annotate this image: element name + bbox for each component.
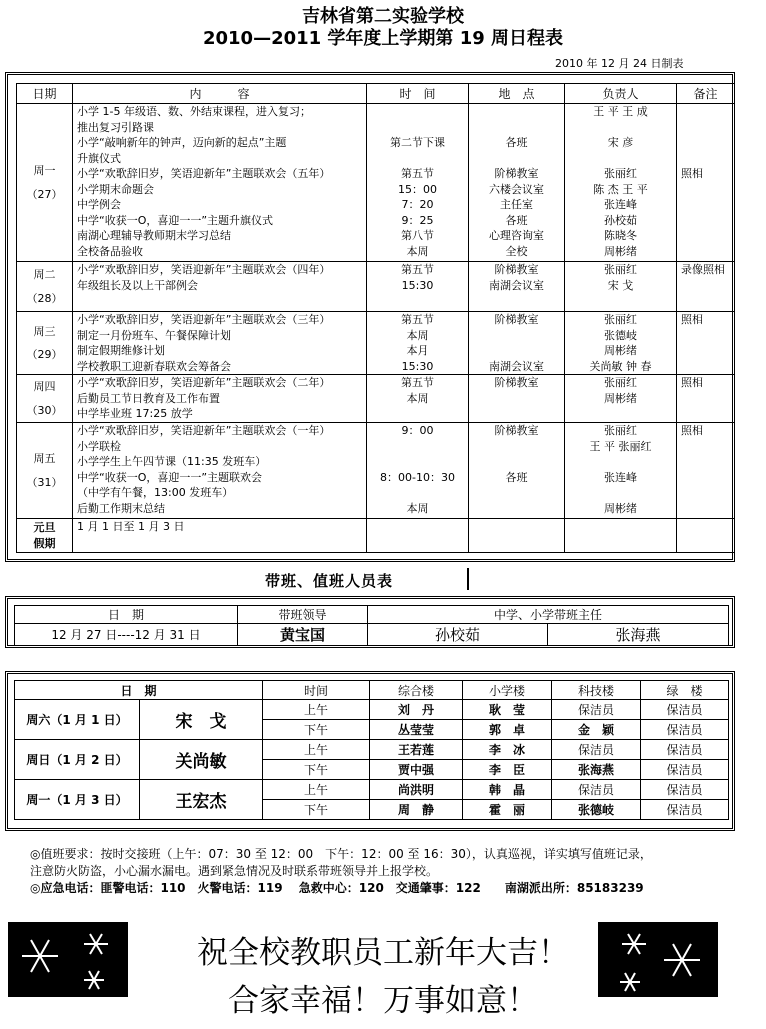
schedule-person-line: [565, 406, 676, 422]
schedule-note-line: 照相: [681, 313, 703, 326]
schedule-day-row: [17, 104, 735, 262]
schedule-note-line: [681, 197, 734, 213]
schedule-person-line: 张丽红: [604, 167, 637, 180]
schedule-content-line: 中学“收获一O，喜迎一一”主题联欢会: [77, 470, 263, 484]
schedule-time-line: 第五节: [401, 313, 434, 326]
schedule-time-line: 9：25: [401, 213, 434, 227]
schedule-person-line: 张丽红: [604, 424, 637, 437]
schedule-content-line: 后勤员工节日教育及工作布置: [77, 391, 220, 405]
schedule-place-cell: [469, 375, 565, 423]
schedule-table: [16, 83, 735, 553]
schedule-place-line: 阶梯教室: [494, 376, 539, 389]
schedule-person-cell: [565, 312, 677, 375]
schedule-content-line: 后勤工作期末总结: [77, 501, 165, 515]
schedule-place-line: 阶梯教室: [494, 313, 539, 326]
duty-col-building: 综合楼: [370, 681, 463, 700]
schedule-note-cell: [677, 423, 735, 519]
schedule-place-line: 六楼会议室: [489, 182, 544, 196]
schedule-person-cell: [565, 262, 677, 312]
duty-person: 李 臣: [463, 760, 552, 780]
schedule-place-line: [469, 120, 564, 136]
schedule-time-line: [367, 151, 468, 167]
duty-leader: 王宏杰: [140, 780, 263, 820]
schedule-person-line: 张连峰: [604, 470, 637, 484]
duty-leader: 宋 戈: [140, 700, 263, 740]
col-note: 备注: [677, 84, 735, 104]
schedule-time-line: 15:30: [401, 278, 434, 292]
schedule-day-row: [17, 262, 735, 312]
duty-header-row: [15, 681, 729, 700]
schedule-person-line: [565, 120, 676, 136]
schedule-content-cell: [73, 423, 367, 519]
schedule-person-line: 孙校茹: [604, 213, 637, 227]
holiday-label: 元旦 假期: [17, 519, 73, 553]
schedule-time-line: 9：00: [401, 424, 434, 437]
schedule-place-line: [469, 485, 564, 501]
duty-person: 保洁员: [641, 780, 729, 800]
schedule-note-line: [681, 120, 734, 136]
schedule-place-line: [469, 406, 564, 422]
lead-frame: [5, 596, 735, 648]
duty-time: 下午: [263, 760, 370, 780]
schedule-content-line: 推出复习引路课: [77, 120, 154, 134]
schedule-note-line: 照相: [681, 424, 703, 437]
schedule-content-line: 中学毕业班 17:25 放学: [77, 407, 193, 420]
duty-date: 周六（1 月 1 日）: [15, 700, 140, 740]
duty-leader: 关尚敏: [140, 740, 263, 780]
schedule-place-line: 心理咨询室: [489, 229, 544, 242]
lead-col-date: 日 期: [15, 606, 238, 624]
day-label: 周五 （31）: [17, 423, 73, 519]
schedule-person-cell: [565, 375, 677, 423]
greeting-line-2: 合家幸福！万事如意！: [228, 983, 538, 1019]
schedule-note-line: [681, 439, 734, 455]
schedule-person-line: 周彬绪: [604, 244, 637, 258]
duty-person: 王若莲: [370, 740, 463, 760]
schedule-person-line: [565, 485, 676, 501]
schedule-place-line: 各班: [505, 470, 528, 484]
schedule-day-row: [17, 423, 735, 519]
schedule-time-cell: [367, 423, 469, 519]
schedule-note-line: 照相: [681, 167, 703, 180]
schedule-content-line: 学校教职工迎新春联欢会筹备会: [77, 359, 231, 373]
schedule-person-line: 周彬绪: [604, 391, 637, 405]
school-name: 吉林省第二实验学校: [302, 6, 464, 27]
schedule-note-line: [681, 501, 734, 517]
schedule-content-cell: [73, 262, 367, 312]
schedule-person-line: 宋 戈: [607, 278, 634, 292]
duty-person: 保洁员: [552, 780, 641, 800]
schedule-time-line: 15：00: [398, 182, 437, 196]
schedule-time-line: 本周: [406, 501, 429, 515]
schedule-person-line: 王 平 王 成: [593, 105, 648, 118]
schedule-time-line: [367, 485, 468, 501]
col-time: 时 间: [367, 84, 469, 104]
schedule-content-line: 全校备品验收: [77, 244, 143, 258]
schedule-time-line: 第五节: [401, 263, 434, 276]
duty-col-building: 科技楼: [552, 681, 641, 700]
duty-col-time: 时间: [263, 681, 370, 700]
schedule-place-line: 阶梯教室: [494, 167, 539, 180]
schedule-place-line: 阶梯教室: [494, 424, 539, 437]
schedule-time-line: 本周: [406, 328, 429, 342]
duty-date: 周一（1 月 3 日）: [15, 780, 140, 820]
schedule-day-row: [17, 375, 735, 423]
schedule-note-line: [681, 328, 734, 344]
schedule-person-line: 宋 彦: [607, 136, 634, 149]
emergency-phones: ◎应急电话：匪警电话：110 火警电话：119 急救中心：120 交通肇事：122 南湖派出所：85183239: [30, 881, 644, 895]
lead-col-teachers: 中学、小学带班主任: [368, 606, 729, 624]
schedule-content-line: 中学“收获一O，喜迎一一”主题升旗仪式: [77, 213, 274, 227]
schedule-person-line: 周彬绪: [604, 501, 637, 515]
schedule-place-line: [469, 328, 564, 344]
schedule-content-line: 小学“欢歌辞旧岁，笑语迎新年”主题联欢会（二年）: [77, 376, 331, 389]
duty-person: 丛莹莹: [370, 720, 463, 740]
schedule-place-line: 南湖会议室: [489, 278, 544, 292]
day-label: 周一 （27）: [17, 104, 73, 262]
duty-time: 下午: [263, 800, 370, 820]
schedule-content-line: 制定一月份班车、午餐保障计划: [77, 328, 231, 342]
duty-person: 霍 丽: [463, 800, 552, 820]
schedule-person-line: 张丽红: [604, 313, 637, 326]
schedule-place-line: 阶梯教室: [494, 263, 539, 276]
schedule-place-line: 主任室: [500, 198, 533, 211]
schedule-note-line: [681, 228, 734, 244]
col-person: 负责人: [565, 84, 677, 104]
duty-col-building: 绿 楼: [641, 681, 729, 700]
duty-person: 张海燕: [552, 760, 641, 780]
schedule-content-line: 小学“欢歌辞旧岁，笑语迎新年”主题联欢会（三年）: [77, 313, 331, 326]
schedule-place-line: 全校: [505, 244, 528, 258]
duty-person: 保洁员: [641, 800, 729, 820]
schedule-place-line: [469, 151, 564, 167]
schedule-time-line: 本周: [406, 244, 429, 258]
schedule-time-cell: [367, 104, 469, 262]
duty-person: 贾中强: [370, 760, 463, 780]
schedule-title: 2010—2011 学年度上学期第 19 周日程表: [202, 28, 564, 49]
schedule-time-line: [367, 439, 468, 455]
schedule-person-line: 张丽红: [604, 376, 637, 389]
schedule-person-cell: [565, 423, 677, 519]
schedule-note-cell: [677, 262, 735, 312]
duty-requirement-cont: 注意防火防盗，小心漏水漏电。遇到紧急情况及时联系带班领导并上报学校。: [30, 864, 439, 878]
schedule-time-line: 7：20: [401, 198, 434, 211]
schedule-content-line: 制定假期维修计划: [77, 344, 165, 357]
schedule-content-line: 小学联检: [77, 439, 121, 453]
schedule-person-line: 陈晓冬: [604, 229, 637, 242]
schedule-note-cell: [677, 312, 735, 375]
schedule-place-line: [469, 501, 564, 517]
schedule-content-line: 小学“欢歌辞旧岁，笑语迎新年”主题联欢会（一年）: [77, 424, 331, 437]
duty-col-building: 小学楼: [463, 681, 552, 700]
schedule-person-line: 王 平 张丽红: [589, 439, 652, 453]
lead-leader: 黄宝国: [238, 624, 368, 646]
lead-col-leader: 带班领导: [238, 606, 368, 624]
schedule-time-line: [367, 120, 468, 136]
lead-teacher: 张海燕: [548, 624, 729, 646]
schedule-time-cell: [367, 375, 469, 423]
col-place: 地 点: [469, 84, 565, 104]
text-cursor: [467, 568, 469, 590]
schedule-time-line: 第八节: [401, 229, 434, 242]
schedule-time-line: 15:30: [401, 359, 434, 373]
duty-date: 周日（1 月 2 日）: [15, 740, 140, 780]
schedule-person-line: [565, 151, 676, 167]
schedule-time-line: [367, 406, 468, 422]
schedule-person-line: 周彬绪: [604, 344, 637, 357]
duty-title: 带班、值班人员表: [265, 572, 394, 590]
duty-table: [14, 680, 729, 820]
schedule-note-line: [681, 104, 734, 120]
duty-person: 尚洪明: [370, 780, 463, 800]
schedule-note-line: [681, 135, 734, 151]
schedule-header-row: [17, 84, 735, 104]
schedule-note-line: [681, 151, 734, 167]
duty-person: 保洁员: [552, 740, 641, 760]
lead-table: [14, 605, 729, 646]
schedule-content-line: 小学学生上午四节课（11:35 发班车）: [77, 455, 267, 468]
duty-row: [15, 740, 729, 760]
schedule-note-line: [681, 454, 734, 470]
schedule-content-line: （中学有午餐，13:00 发班车）: [77, 486, 234, 499]
schedule-time-line: 第五节: [401, 167, 434, 180]
schedule-place-cell: [469, 262, 565, 312]
duty-person: 保洁员: [641, 760, 729, 780]
schedule-time-line: 本周: [406, 391, 429, 405]
duty-person: 保洁员: [641, 700, 729, 720]
schedule-person-line: 关尚敏 钟 春: [589, 359, 652, 373]
schedule-note-line: [681, 213, 734, 229]
schedule-place-line: [469, 391, 564, 407]
schedule-note-line: [681, 244, 734, 260]
lead-teacher: 孙校茹: [368, 624, 548, 646]
schedule-content-line: 小学“敲响新年的钟声，迈向新的起点”主题: [77, 136, 287, 149]
schedule-time-line: 本月: [406, 344, 429, 357]
duty-time: 上午: [263, 780, 370, 800]
schedule-note-line: 录像照相: [681, 263, 725, 276]
schedule-place-cell: [469, 423, 565, 519]
schedule-place-line: 各班: [505, 136, 528, 149]
duty-row: [15, 780, 729, 800]
schedule-person-line: 张丽红: [604, 263, 637, 276]
duty-person: 郭 卓: [463, 720, 552, 740]
schedule-content-line: 升旗仪式: [77, 151, 121, 165]
schedule-frame: [5, 72, 735, 562]
day-label: 周三 （29）: [17, 312, 73, 375]
schedule-person-line: 张德岐: [604, 328, 637, 342]
duty-time: 上午: [263, 740, 370, 760]
schedule-note-line: [681, 470, 734, 486]
schedule-note-line: [681, 359, 734, 375]
schedule-content-line: 小学“欢歌辞旧岁，笑语迎新年”主题联欢会（四年）: [77, 263, 331, 276]
greeting-line-1: 祝全校教职员工新年大吉！: [197, 935, 569, 971]
duty-time: 上午: [263, 700, 370, 720]
schedule-time-line: [367, 104, 468, 120]
schedule-content-cell: [73, 104, 367, 262]
duty-row: [15, 700, 729, 720]
schedule-time-line: 第五节: [401, 376, 434, 389]
duty-col-date: 日 期: [15, 681, 263, 700]
lead-date: 12 月 27 日----12 月 31 日: [15, 624, 238, 646]
schedule-place-line: 各班: [505, 213, 528, 227]
schedule-note-line: [681, 182, 734, 198]
duty-person: 李 冰: [463, 740, 552, 760]
schedule-note-line: [681, 485, 734, 501]
schedule-person-line: [565, 454, 676, 470]
schedule-note-cell: [677, 104, 735, 262]
made-date: 2010 年 12 月 24 日制表: [555, 57, 684, 70]
duty-person: 保洁员: [641, 720, 729, 740]
schedule-place-line: [469, 454, 564, 470]
duty-time: 下午: [263, 720, 370, 740]
schedule-place-cell: [469, 104, 565, 262]
schedule-time-cell: [367, 312, 469, 375]
schedule-content-line: 中学例会: [77, 198, 121, 211]
col-date: 日期: [17, 84, 73, 104]
duty-person: 保洁员: [552, 700, 641, 720]
schedule-content-line: 小学 1-5 年级语、数、外结束课程，进入复习；: [77, 105, 311, 118]
schedule-time-line: [367, 454, 468, 470]
schedule-person-cell: [565, 104, 677, 262]
day-label: 周四 （30）: [17, 375, 73, 423]
schedule-content-line: 年级组长及以上干部例会: [77, 278, 198, 292]
schedule-content-line: 小学“欢歌辞旧岁，笑语迎新年”主题联欢会（五年）: [77, 167, 331, 180]
schedule-content-line: 南湖心理辅导教师期末学习总结: [77, 229, 231, 242]
schedule-note-line: [681, 278, 734, 294]
schedule-content-line: 小学期末命题会: [77, 182, 154, 196]
schedule-time-cell: [367, 262, 469, 312]
schedule-time-line: 8：00-10：30: [380, 470, 455, 484]
duty-person: 耿 莹: [463, 700, 552, 720]
duty-person: 保洁员: [641, 740, 729, 760]
duty-person: 刘 丹: [370, 700, 463, 720]
duty-person: 周 静: [370, 800, 463, 820]
col-content: 内 容: [73, 84, 367, 104]
schedule-place-line: [469, 104, 564, 120]
schedule-person-line: 张连峰: [604, 198, 637, 211]
schedule-place-line: [469, 343, 564, 359]
duty-person: 金 颖: [552, 720, 641, 740]
schedule-time-line: 第二节下课: [390, 136, 445, 149]
schedule-place-line: 南湖会议室: [489, 359, 544, 373]
schedule-note-line: [681, 343, 734, 359]
schedule-place-cell: [469, 312, 565, 375]
schedule-note-cell: [677, 375, 735, 423]
schedule-place-line: [469, 439, 564, 455]
holiday-content: 1 月 1 日至 1 月 3 日: [73, 519, 367, 553]
duty-frame: [5, 671, 735, 831]
schedule-content-cell: [73, 375, 367, 423]
schedule-note-line: [681, 391, 734, 407]
schedule-note-line: 照相: [681, 376, 703, 389]
duty-person: 张德岐: [552, 800, 641, 820]
schedule-note-line: [681, 406, 734, 422]
schedule-content-cell: [73, 312, 367, 375]
day-label: 周二 （28）: [17, 262, 73, 312]
duty-requirement: ◎值班要求：按时交接班（上午：07：30 至 12：00 下午：12：00 至 16：30），认真巡视，详实填写值班记录，: [30, 847, 652, 861]
schedule-person-line: 陈 杰 王 平: [593, 182, 648, 196]
schedule-day-row: [17, 312, 735, 375]
holiday-row: [17, 519, 735, 553]
duty-person: 韩 晶: [463, 780, 552, 800]
